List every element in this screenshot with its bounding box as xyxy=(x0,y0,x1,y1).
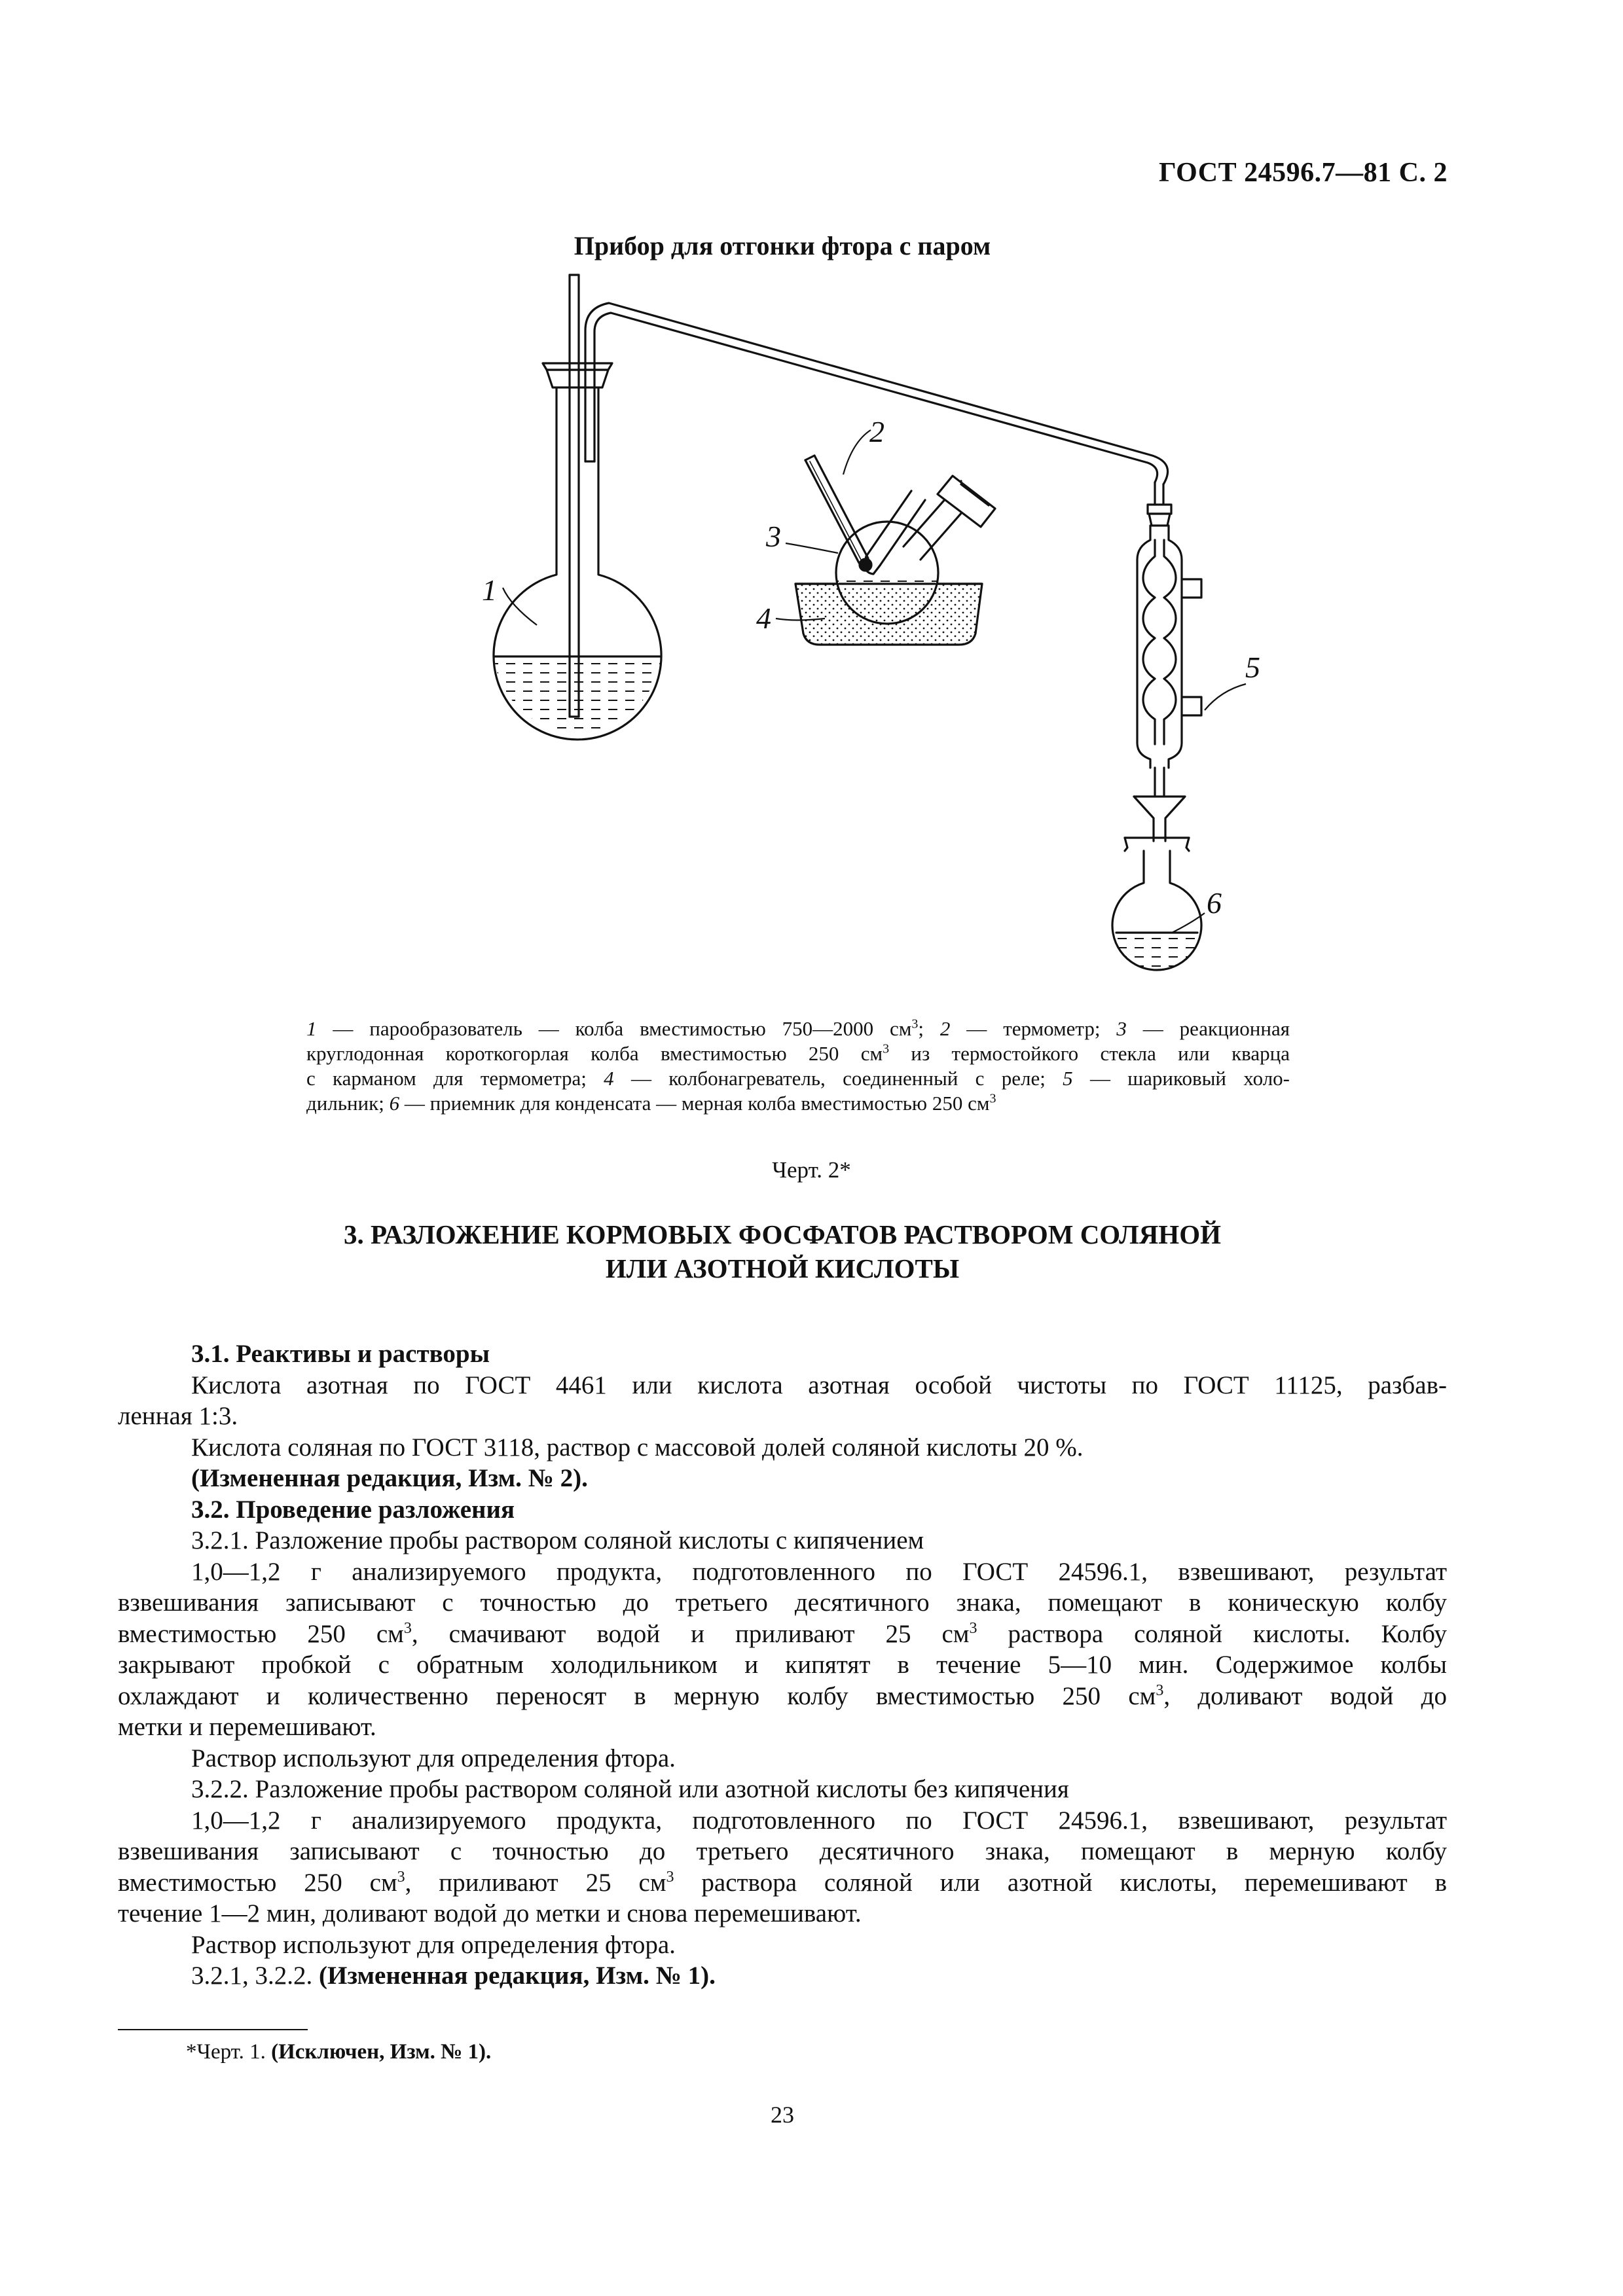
receiver-flask xyxy=(1108,838,1206,978)
footnote: *Черт. 1. (Исключен, Изм. № 1). xyxy=(186,2040,492,2064)
paragraph: Раствор используют для определения фтора. xyxy=(191,1744,676,1772)
paragraph: Раствор используют для определения фтора. xyxy=(191,1930,676,1959)
apparatus-figure xyxy=(419,265,1336,1005)
subsection-heading: 3.2.1. Разложение пробы раствором соляной кислоты с кипячением xyxy=(191,1526,924,1554)
section-title-line: ИЛИ АЗОТНОЙ КИСЛОТЫ xyxy=(605,1253,960,1283)
paragraph: 1,0—1,2 г анализируемого продукта, подготовленного по ГОСТ 24596.1, взвешивают, результат взвешивания записывают с точностью до третьего десятичного знака, помещают в коническую колбу вместимостью 250 $см^3$, смачивают водой и приливают 25 $см^3$ раствора соляной кислоты. Колбу закрывают пробкой с обратным холодильником и кипятят в течение 5—10 мин. Содержимое колбы охлаждают и количественно переносят в мерную колбу вместимостью 250 $см^3$, доливают водой до метки и перемешивают. xyxy=(118,1557,1447,1741)
page-header: ГОСТ 24596.7—81 С. 2 xyxy=(1158,158,1448,188)
paragraph: 1,0—1,2 г анализируемого продукта, подготовленного по ГОСТ 24596.1, взвешивают, результат взвешивания записывают с точностью до третьего десятичного знака, помещают в мерную колбу вместимостью 250 $см^3$, приливают 25 $см^3$ раствора соляной или азотной кислоты, перемешивают в течение 1—2 мин, доливают водой до метки и снова перемешивают. xyxy=(118,1806,1447,1928)
bulb-condenser xyxy=(1134,482,1201,841)
section-body xyxy=(118,1338,1447,1992)
paragraph: Кислота соляная по ГОСТ 3118, раствор с массовой долей соляной кислоты 20 %. xyxy=(191,1433,1084,1462)
revision-note: (Измененная редакция, Изм. № 2). xyxy=(191,1464,588,1492)
paragraph: Кислота азотная по ГОСТ 4461 или кислота азотная особой чистоты по ГОСТ 11125, разбав- ленная 1:3. xyxy=(118,1371,1447,1430)
figure-label-1: 1 xyxy=(482,573,497,607)
subsection-heading: 3.2. Проведение разложения xyxy=(191,1495,515,1524)
figure-label-4: 4 xyxy=(756,601,771,635)
figure-legend xyxy=(306,1016,1290,1116)
figure-label-6: 6 xyxy=(1207,886,1222,920)
figure-label-5: 5 xyxy=(1245,651,1260,684)
legend-line: дильник; 6 — приемник для конденсата — мерная колба вместимостью 250 $см^3$ xyxy=(306,1091,996,1115)
figure-label-2: 2 xyxy=(869,415,884,448)
figure-caption: Черт. 2* xyxy=(772,1157,851,1183)
legend-line: круглодонная короткогорлая колба вместимостью 250 $см^3$ из термостойкого стекла или кварца xyxy=(306,1041,1290,1065)
page-number: 23 xyxy=(771,2102,794,2128)
section-title xyxy=(0,1217,1565,1285)
figure-label-3: 3 xyxy=(766,520,781,553)
subsection-heading: 3.2.2. Разложение пробы раствором соляной или азотной кислоты без кипячения xyxy=(191,1775,1069,1803)
section-title-line: 3. РАЗЛОЖЕНИЕ КОРМОВЫХ ФОСФАТОВ РАСТВОРОМ СОЛЯНОЙ xyxy=(344,1219,1221,1249)
revision-note: 3.2.1, 3.2.2. (Измененная редакция, Изм. № 1). xyxy=(191,1962,716,1990)
steam-generator-flask xyxy=(491,275,1168,743)
legend-line: 1 — парообразователь — колба вместимостью 750—2000 $см^3$; 2 — термометр; 3 — реакционная xyxy=(306,1016,1290,1040)
apparatus-drawing xyxy=(419,265,1336,1005)
legend-line: с карманом для термометра; 4 — колбонагреватель, соединенный с реле; 5 — шариковый холо- xyxy=(306,1067,1290,1090)
subsection-heading: 3.1. Реактивы и растворы xyxy=(191,1340,490,1368)
footnote-divider xyxy=(118,2029,308,2030)
figure-title: Прибор для отгонки фтора с паром xyxy=(574,231,991,260)
